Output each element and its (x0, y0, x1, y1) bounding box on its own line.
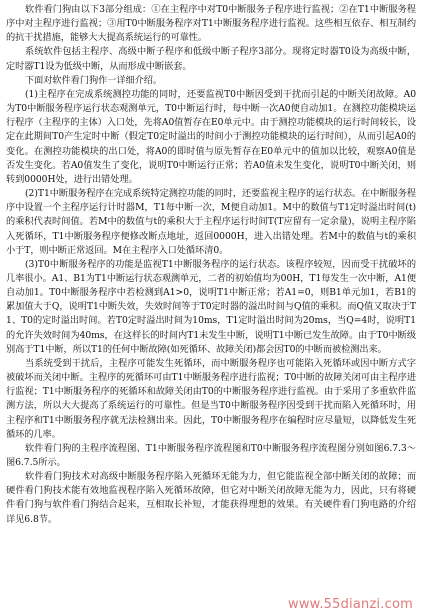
document-page (6, 3, 416, 527)
paragraph-1: 软件看门狗由以下3部分组成：①在主程序中对T0中断服务子程序进行监视；②在T1中断服务程序中对主程序进行监视；③用T0中断服务程序对T1中断服务程序进行监视。这些相互依存、相互制约的抗干扰措施，能够大大提高系统运行的可靠性。 (6, 4, 416, 44)
site-watermark: www.55dianzi.com (288, 597, 413, 612)
paragraph-7: 当系统受到干扰后，主程序可能发生死循环，而中断服务程序也可能陷入死循环或因中断方式字被破坏而关闭中断。主程序的死循环可由T1中断服务程序进行监视；T0中断的故障关闭可由主程序进行监视；T1中断服务程序的死循环和故障关闭由T0的中断服务程序进行监视。由于采用了多重软件监测方法，所以大大提高了系统运行的可靠性。但是当T0中断服务程序因受到干扰而陷入死循环时，用主程序和T1中断服务程序就无法检测出来。因此，T0中断服务程序在编程时应尽量短，以降低发生死循环的几率。 (6, 357, 416, 440)
paragraph-3: 下面对软件看门狗作一详细介绍。 (25, 74, 163, 86)
paragraph-6: (3)T0中断服务程序的功能是监视T1中断服务程序的运行状态。该程序较短，因而受干扰破坏的几率很小。A1、B1为T1中断运行状态观测单元，二者的初始值均为00H，T1每发生一次中断，A1便自动加1。T0中断服务程序中若检测到A1>0，说明T1中断正常；若A1=0，则B1单元加1，若B1的累加值大于Q，说明T1中断失效，失效时间等于T0定时器的溢出时间与Q值的乘积。而Q值又取决于T1、T0的定时溢出时间。若T0定时溢出时间为10ms，T1定时溢出时间为20ms，当Q=4时，说明T1的允许失效时间为40ms，在这样长的时间内T1未发生中断，说明T1中断已发生故障。由于T0中断级别高于T1中断，所以T1的任何中断故障(如死循环、故障关闭)都会因T0的中断而被检测出来。 (6, 258, 416, 355)
paragraph-9: 软件看门狗技术对高级中断服务程序陷入死循环无能为力，但它能监视全部中断关闭的故障；而硬件看门狗技术能有效地监视程序陷入死循环故障，但它对中断关闭故障无能为力，因此，只有将硬件看门狗与软件看门狗结合起来，互相取长补短，才能获得理想的效果。有关硬件看门狗电路的介绍详见6.8节。 (6, 471, 416, 525)
paragraph-2: 系统软件包括主程序、高级中断子程序和低级中断子程序3部分。现将定时器T0设为高级中断，定时器T1设为低级中断，从而形成中断嵌套。 (6, 46, 416, 72)
paragraph-8: 软件看门狗的主程序流程图、T1中断服务程序流程图和T0中断服务程序流程图分别如图6.7.3～图6.7.5所示。 (6, 442, 416, 468)
paragraph-4: (1)主程序在完成系统测控功能的同时，还要监视T0中断因受到干扰而引起的中断关闭故障。A0为T0中断服务程序运行状态观测单元，T0中断运行时，每中断一次A0便自动加1。在测控功能模块运行程序（主程序的主体）入口处，先将A0值暂存在E0单元中。由于测控功能模块的运行时间较长，设定在此期间T0产生定时中断（假定T0定时溢出的时间小于测控功能模块的运行时间），从而引起A0的变化。在测控功能模块的出口处，将A0的即时值与原先暂存在E0单元中的值加以比较，观察A0值是否发生变化。若A0值发生了变化，说明T0中断运行正常；若A0值未发生变化，说明T0中断关闭，则转到0000H处，进行出错处理。 (6, 88, 416, 185)
paragraph-5: (2)T1中断服务程序在完成系统特定测控功能的同时，还要监视主程序的运行状态。在中断服务程序中设置一个主程序运行计时器M，T1每中断一次，M便自动加1。M中的数值与T1定时溢出时间(t)的乘积代表时间值。若M中的数值与t的乘积大于主程序运行时间T(T应留有一定余量)，说明主程序陷入死循环，T1中断服务程序便修改断点地址，返回0000H，进入出错处理。若M中的数值与t的乘积小于T，则中断正常返回。M在主程序入口处循环清0。 (6, 188, 416, 256)
